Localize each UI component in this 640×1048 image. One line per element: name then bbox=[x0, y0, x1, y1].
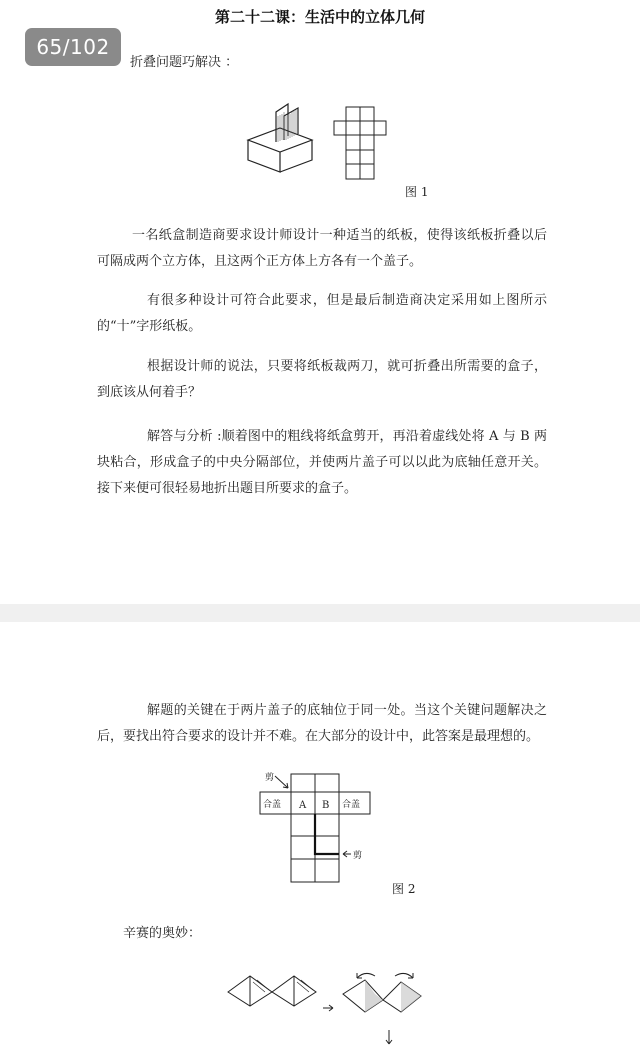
left-flap-label: 合盖 bbox=[263, 800, 282, 810]
page-separator bbox=[0, 604, 640, 622]
lesson-title: 第二十二课：生活中的立体几何 bbox=[214, 8, 425, 26]
paragraph-4-text: 解答与分析 :顺着图中的粗线将纸盒剪开，再沿着虚线处将 A 与 B 两块粘合，形成盒子的中央分隔部位，并使两片盖子可以以此为底轴任意开关。接下来便可很轻易地折出题目所要求的盒子。 bbox=[97, 429, 547, 496]
paragraph-1-text: 一名纸盒制造商要求设计师设计一种适当的纸板，使得该纸板折叠以后可隔成两个立方体，且这两个正方体上方各有一个盖子。 bbox=[97, 228, 547, 269]
cell-b-label: B bbox=[322, 800, 330, 811]
cut-label-right: 剪 bbox=[353, 851, 363, 861]
section-heading-xinsai: 辛赛的奥妙： bbox=[123, 926, 202, 941]
section-heading-folding: 折叠问题巧解决 ： bbox=[130, 55, 239, 70]
document-page-2 bbox=[0, 622, 640, 1048]
paragraph-3 bbox=[97, 354, 547, 406]
paragraph-2-text: 有很多种设计可符合此要求，但是最后制造商决定采用如上图所示的“十”字形纸板。 bbox=[97, 293, 547, 334]
triangle-fold-illustration bbox=[225, 972, 425, 1048]
page-2-paragraph-text: 解题的关键在于两片盖子的底轴位于同一处。当这个关键问题解决之后，要找出符合要求的设计并不难。在大部分的设计中，此答案是最理想的。 bbox=[97, 703, 547, 744]
cut-label-top: 剪 bbox=[265, 773, 275, 783]
paragraph-3-text: 根据设计师的说法，只要将纸板裁两刀，就可折叠出所需要的盒子，到底该从何着手？ bbox=[97, 359, 547, 400]
paragraph-2 bbox=[97, 288, 547, 340]
page-2-paragraph bbox=[97, 698, 547, 750]
paragraph-4 bbox=[97, 424, 547, 502]
box-illustration bbox=[240, 100, 320, 180]
figure-2-caption: 图 2 bbox=[392, 882, 416, 896]
cross-net-figure bbox=[333, 106, 387, 180]
cell-a-label: A bbox=[299, 800, 307, 811]
net-with-cuts-figure bbox=[255, 770, 395, 890]
right-flap-label: 合盖 bbox=[342, 800, 361, 810]
figure-1-caption: 图 1 bbox=[405, 185, 429, 199]
paragraph-1 bbox=[97, 223, 547, 275]
page-counter-badge[interactable]: 65/102 bbox=[25, 28, 121, 66]
